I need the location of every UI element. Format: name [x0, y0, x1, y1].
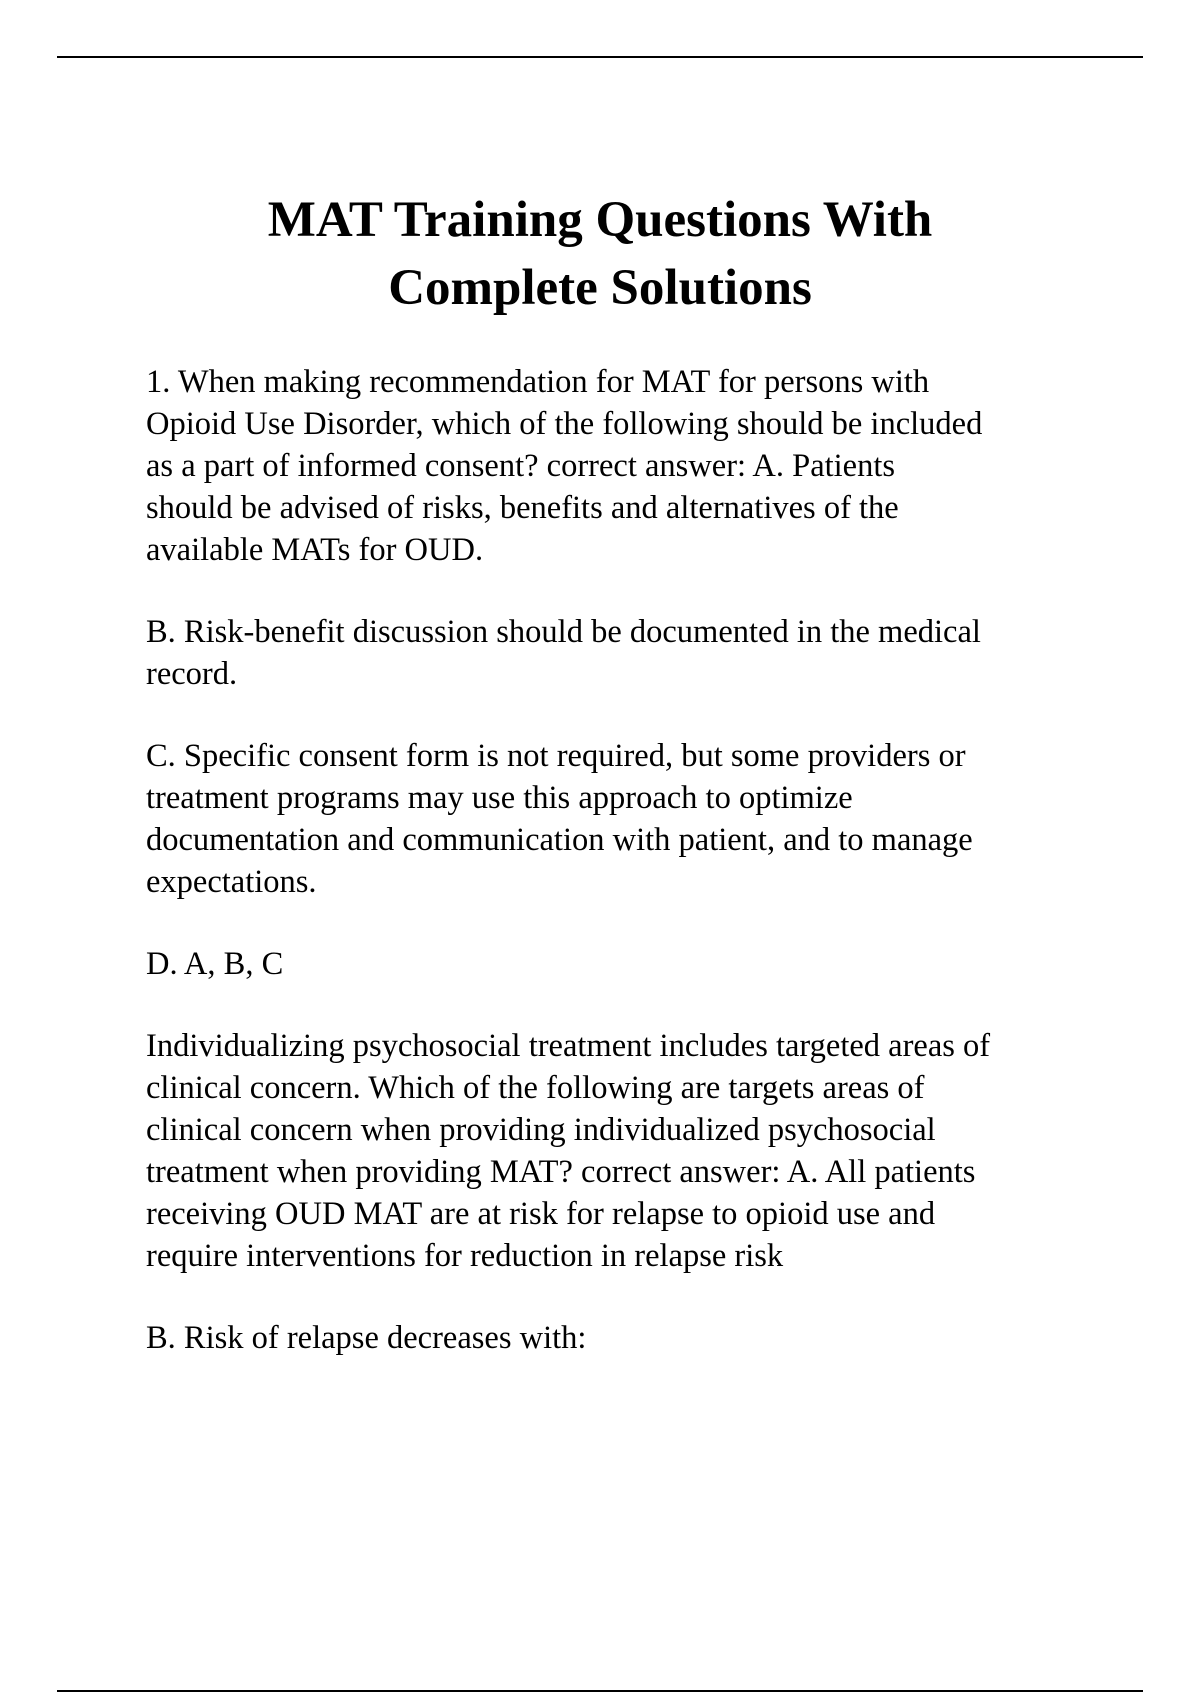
text-line: B. Risk-benefit discussion should be documented in the medical [146, 614, 981, 650]
text-line: as a part of informed consent? correct answer: A. Patients [146, 448, 896, 484]
answer-d-paragraph [146, 943, 1106, 985]
title-line: Complete Solutions [388, 260, 812, 316]
document-body [146, 361, 1106, 1399]
text-line: receiving OUD MAT are at risk for relapse to opioid use and [146, 1196, 936, 1232]
text-line: treatment when providing MAT? correct answer: A. All patients [146, 1154, 976, 1190]
text-line: Opioid Use Disorder, which of the following should be included [146, 406, 983, 442]
text-line: C. Specific consent form is not required, but some providers or [146, 738, 966, 774]
text-line: available MATs for OUD. [146, 532, 484, 568]
answer-b2-paragraph [146, 1317, 1106, 1359]
text-line: expectations. [146, 864, 317, 900]
text-line: D. A, B, C [146, 946, 284, 982]
text-line: documentation and communication with patient, and to manage [146, 822, 973, 858]
text-line: record. [146, 656, 238, 692]
question-1-paragraph [146, 361, 1106, 571]
text-line: require interventions for reduction in relapse risk [146, 1238, 784, 1274]
text-line: B. Risk of relapse decreases with: [146, 1320, 587, 1356]
bottom-divider [57, 1690, 1143, 1692]
title-line: MAT Training Questions With [267, 192, 933, 248]
answer-b-paragraph [146, 611, 1106, 695]
answer-c-paragraph [146, 735, 1106, 903]
text-line: treatment programs may use this approach to optimize [146, 780, 853, 816]
top-divider [57, 56, 1143, 58]
text-line: clinical concern. Which of the following are targets areas of [146, 1070, 925, 1106]
document-title [100, 186, 1100, 322]
question-2-paragraph [146, 1025, 1106, 1277]
text-line: should be advised of risks, benefits and alternatives of the [146, 490, 899, 526]
text-line: Individualizing psychosocial treatment includes targeted areas of [146, 1028, 991, 1064]
text-line: 1. When making recommendation for MAT for persons with [146, 364, 930, 400]
text-line: clinical concern when providing individualized psychosocial [146, 1112, 936, 1148]
